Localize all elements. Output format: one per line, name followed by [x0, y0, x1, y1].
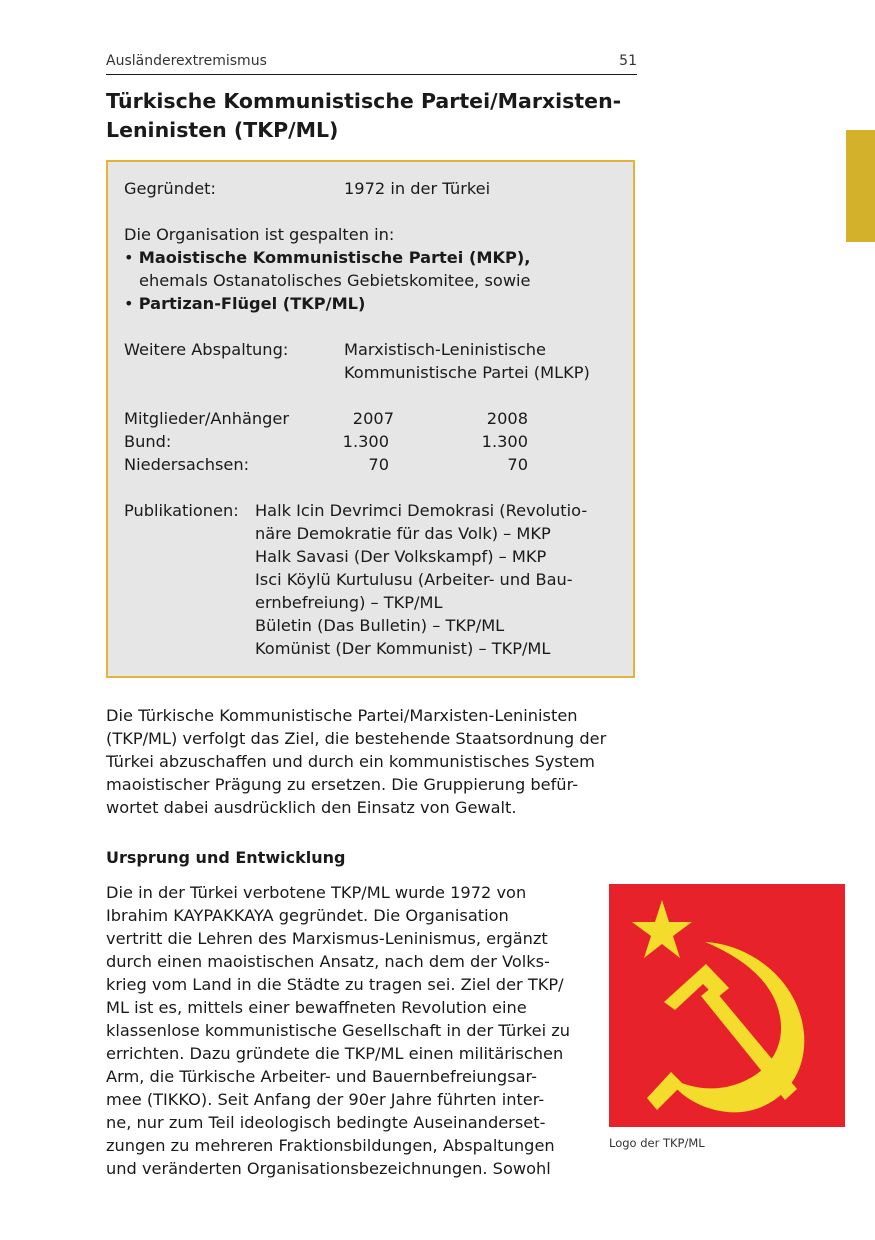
- split-intro: Die Organisation ist gespalten in:: [124, 225, 395, 244]
- founded-label: Gegründet:: [124, 179, 216, 198]
- origin-line: vertritt die Lehren des Marxismus-Leninismus, ergänzt: [106, 929, 548, 948]
- origin-line: zungen zu mehreren Fraktionsbildungen, Abspaltungen: [106, 1136, 555, 1155]
- founded-value: 1972 in der Türkei: [344, 179, 491, 198]
- members-row-label: Niedersachsen:: [124, 455, 250, 474]
- origin-line: mee (TIKKO). Seit Anfang der 90er Jahre führten inter-: [106, 1090, 545, 1109]
- publication-line: ernbefreiung) – TKP/ML: [255, 593, 443, 612]
- members-value: 70: [507, 455, 528, 474]
- split-item-mkp: [124, 246, 530, 269]
- tkp-ml-logo: [609, 884, 845, 1127]
- origin-line: ne, nur zum Teil ideologisch bedingte Auseinanderset-: [106, 1113, 546, 1132]
- split-item-note: ehemals Ostanatolisches Gebietskomitee, sowie: [139, 271, 531, 290]
- running-head-section: Ausländerextremismus: [106, 53, 267, 69]
- sickle-handle: [647, 1072, 683, 1110]
- split-item-name: Partizan-Flügel (TKP/ML): [138, 294, 366, 313]
- further-split-value-line-1: Marxistisch-Leninistische: [344, 340, 546, 359]
- bullet: •: [124, 294, 134, 313]
- members-row-label: Bund:: [124, 432, 172, 451]
- members-year-2007: 2007: [352, 409, 394, 428]
- origin-line: klassenlose kommunistische Gesellschaft in der Türkei zu: [106, 1021, 571, 1040]
- publication-line: Isci Köylü Kurtulusu (Arbeiter- und Bau-: [255, 570, 573, 589]
- publications-label: Publikationen:: [124, 501, 239, 520]
- intro-line: Die Türkische Kommunistische Partei/Marxisten-Leninisten: [106, 706, 578, 725]
- origin-line: und veränderten Organisationsbezeichnungen. Sowohl: [106, 1159, 551, 1178]
- publication-line: Bületin (Das Bulletin) – TKP/ML: [255, 616, 505, 635]
- page-title: [106, 87, 646, 145]
- publication-line: Komünist (Der Kommunist) – TKP/ML: [255, 639, 551, 658]
- page-title-line-1: Türkische Kommunistische Partei/Marxisten-: [106, 89, 622, 113]
- intro-line: wortet dabei ausdrücklich den Einsatz von Gewalt.: [106, 798, 517, 817]
- origin-line: Die in der Türkei verbotene TKP/ML wurde 1972 von: [106, 883, 527, 902]
- bullet: •: [124, 248, 134, 267]
- intro-line: maoistischer Prägung zu ersetzen. Die Gruppierung befür-: [106, 775, 579, 794]
- thumb-index-tab: [846, 130, 875, 242]
- split-item-partizan: [124, 292, 365, 315]
- origin-line: Arm, die Türkische Arbeiter- und Bauernbefreiungsar-: [106, 1067, 538, 1086]
- star-icon: [632, 900, 692, 958]
- origin-line: durch einen maoistischen Ansatz, nach dem der Volks-: [106, 952, 550, 971]
- members-value: 70: [368, 455, 389, 474]
- origin-line: Ibrahim KAYPAKKAYA gegründet. Die Organisation: [106, 906, 509, 925]
- members-header-label: Mitglieder/Anhänger: [124, 409, 290, 428]
- members-value: 1.300: [481, 432, 528, 451]
- further-split-value-line-2: Kommunistische Partei (MLKP): [344, 363, 590, 382]
- page-title-line-2: Leninisten (TKP/ML): [106, 118, 339, 142]
- publication-line: näre Demokratie für das Volk) – MKP: [255, 524, 551, 543]
- origin-line: ML ist es, mittels einer bewaffneten Revolution eine: [106, 998, 527, 1017]
- origin-line: errichten. Dazu gründete die TKP/ML einen militärischen: [106, 1044, 564, 1063]
- members-year-2008: 2008: [486, 409, 528, 428]
- page-number: 51: [619, 53, 637, 69]
- members-value: 1.300: [342, 432, 389, 451]
- publication-line: Halk Savasi (Der Volkskampf) – MKP: [255, 547, 547, 566]
- intro-line: Türkei abzuschaffen und durch ein kommunistisches System: [106, 752, 595, 771]
- origin-line: krieg vom Land in die Städte zu tragen sei. Ziel der TKP/: [106, 975, 564, 994]
- further-split-label: Weitere Abspaltung:: [124, 340, 289, 359]
- fact-box: [106, 160, 635, 678]
- logo-caption: Logo der TKP/ML: [609, 1136, 705, 1150]
- publication-line: Halk Icin Devrimci Demokrasi (Revolutio-: [255, 501, 588, 520]
- running-head: [106, 52, 637, 75]
- hammer-and-sickle-icon: [609, 884, 845, 1127]
- split-item-name: Maoistische Kommunistische Partei (MKP),: [138, 248, 531, 267]
- section-heading: Ursprung und Entwicklung: [106, 848, 346, 867]
- intro-line: (TKP/ML) verfolgt das Ziel, die bestehende Staatsordnung der: [106, 729, 607, 748]
